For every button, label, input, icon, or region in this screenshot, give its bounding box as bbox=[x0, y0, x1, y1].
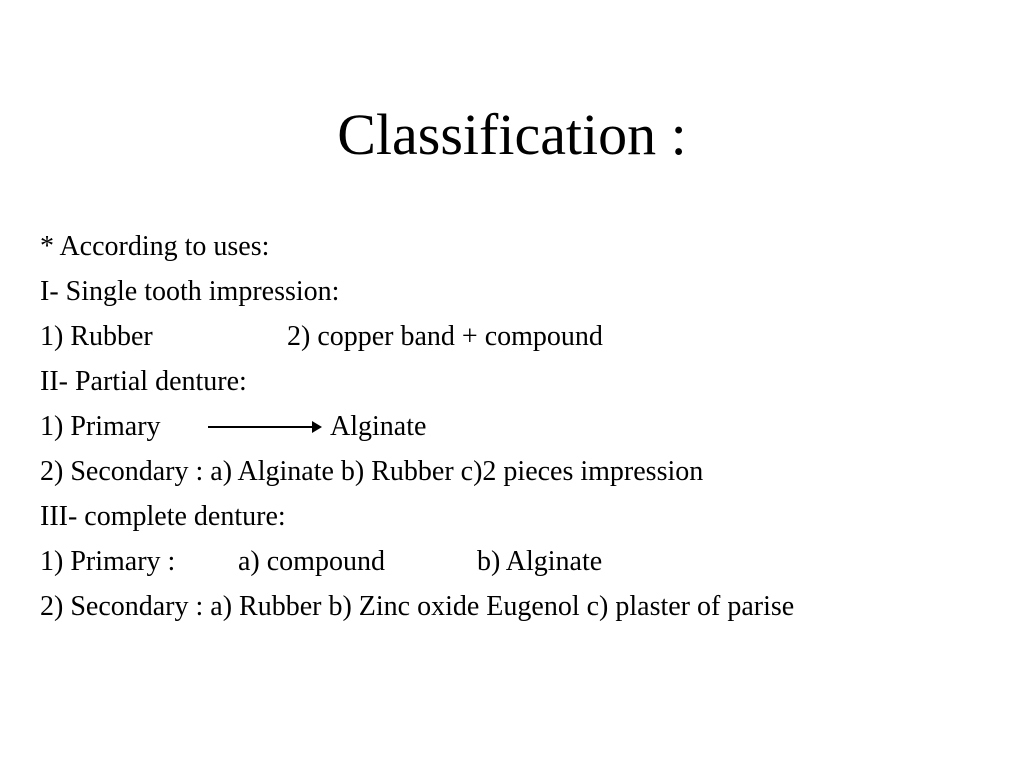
text-line-partial-primary bbox=[40, 404, 1010, 449]
item-rubber: 1) Rubber bbox=[40, 321, 153, 352]
text-line-single-tooth-items bbox=[40, 314, 1010, 359]
text-line-complete-denture: III- complete denture: bbox=[40, 501, 286, 532]
slide-title: Classification : bbox=[337, 102, 687, 167]
text-line-uses: * According to uses: bbox=[40, 231, 270, 262]
text-line-complete-primary bbox=[40, 539, 1010, 584]
item-compound: a) compound bbox=[238, 546, 385, 577]
item-copper-band: 2) copper band + compound bbox=[287, 321, 603, 352]
text-line-complete-secondary: 2) Secondary : a) Rubber b) Zinc oxide Eugenol c) plaster of parise bbox=[40, 591, 795, 622]
right-arrow-icon bbox=[208, 426, 318, 428]
item-alginate-b: b) Alginate bbox=[477, 546, 603, 577]
text-line-single-tooth: I- Single tooth impression: bbox=[40, 276, 340, 307]
item-primary-label: 1) Primary : bbox=[40, 546, 176, 577]
text-line-partial-secondary: 2) Secondary : a) Alginate b) Rubber c)2 pieces impression bbox=[40, 456, 704, 487]
text-line-partial-denture: II- Partial denture: bbox=[40, 366, 247, 397]
item-primary: 1) Primary bbox=[40, 411, 161, 442]
item-alginate: Alginate bbox=[330, 411, 427, 442]
slide-body bbox=[40, 224, 1010, 629]
